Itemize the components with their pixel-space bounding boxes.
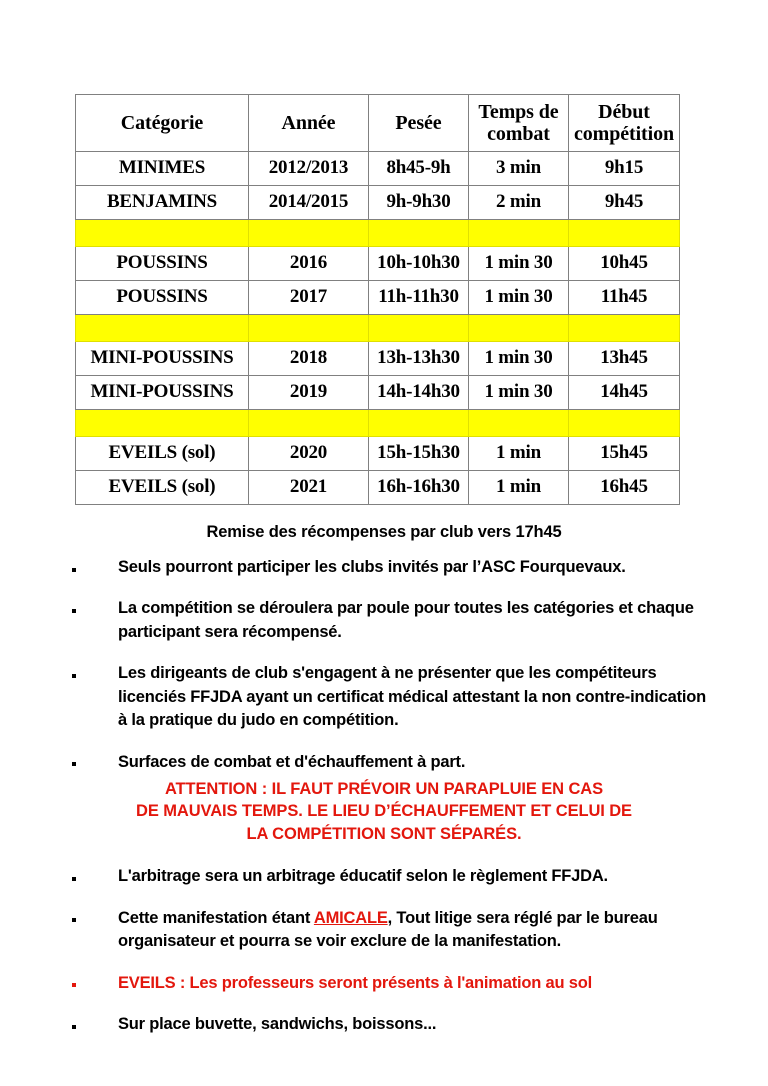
table-spacer-row — [76, 220, 680, 247]
bullet-dot-icon — [72, 1025, 76, 1029]
table-row — [76, 152, 680, 186]
column-header-debut-competition — [569, 95, 680, 152]
list-item — [0, 972, 768, 995]
competition-schedule-table — [75, 94, 680, 505]
column-header-annee: Année — [249, 95, 369, 152]
spacer-cell — [469, 220, 569, 247]
cell-categorie: EVEILS (sol) — [76, 471, 249, 505]
column-header-debut-line1: Début — [598, 100, 650, 123]
cell-temps-combat: 1 min 30 — [469, 342, 569, 376]
cell-temps-combat: 1 min — [469, 471, 569, 505]
attention-line-2: DE MAUVAIS TEMPS. LE LIEU D’ÉCHAUFFEMENT ET CELUI DE — [136, 802, 632, 821]
spacer-cell — [369, 220, 469, 247]
spacer-cell — [569, 315, 680, 342]
cell-annee: 2014/2015 — [249, 186, 369, 220]
notes-list — [0, 556, 768, 1054]
cell-annee: 2019 — [249, 376, 369, 410]
list-item — [0, 556, 768, 579]
cell-annee: 2018 — [249, 342, 369, 376]
list-item — [0, 865, 768, 888]
cell-annee: 2021 — [249, 471, 369, 505]
bullet-dot-icon — [72, 918, 76, 922]
note-text-2: La compétition se déroulera par poule pour toutes les catégories et chaque participant sera récompensé. — [118, 599, 694, 641]
cell-temps-combat: 2 min — [469, 186, 569, 220]
schedule-table-container — [75, 94, 679, 505]
note-text-6-prefix: Cette manifestation étant — [118, 908, 314, 927]
bullet-dot-icon — [72, 762, 76, 766]
table-row — [76, 471, 680, 505]
cell-temps-combat: 1 min 30 — [469, 376, 569, 410]
cell-categorie: MINI-POUSSINS — [76, 376, 249, 410]
note-text-8: Sur place buvette, sandwichs, boissons... — [118, 1014, 437, 1033]
spacer-cell — [369, 410, 469, 437]
spacer-cell — [76, 220, 249, 247]
note-text-3: Les dirigeants de club s'engagent à ne présenter que les compétiteurs licenciés FFJDA ayant un certificat médical attestant la non contre-indication à la pratique du judo en compétition. — [118, 664, 707, 730]
cell-temps-combat: 1 min — [469, 437, 569, 471]
spacer-cell — [469, 315, 569, 342]
cell-pesee: 14h-14h30 — [369, 376, 469, 410]
cell-temps-combat: 1 min 30 — [469, 247, 569, 281]
attention-warning-block — [0, 778, 768, 845]
cell-pesee: 15h-15h30 — [369, 437, 469, 471]
list-item — [0, 597, 768, 644]
bullet-dot-icon — [72, 877, 76, 881]
cell-categorie: MINIMES — [76, 152, 249, 186]
bullet-dot-icon — [72, 568, 76, 572]
cell-categorie: POUSSINS — [76, 281, 249, 315]
bullet-dot-icon — [72, 983, 76, 987]
column-header-temps-line1: Temps de — [478, 100, 559, 123]
table-spacer-row — [76, 315, 680, 342]
cell-temps-combat: 3 min — [469, 152, 569, 186]
list-item — [0, 1013, 768, 1036]
table-row — [76, 247, 680, 281]
cell-categorie: EVEILS (sol) — [76, 437, 249, 471]
list-item — [0, 662, 768, 732]
table-body — [76, 152, 680, 505]
attention-line-3: LA COMPÉTITION SONT SÉPARÉS. — [246, 824, 522, 843]
awards-heading: Remise des récompenses par club vers 17h45 — [206, 523, 562, 541]
note-text-1: Seuls pourront participer les clubs invités par l’ASC Fourquevaux. — [118, 558, 626, 576]
column-header-pesee: Pesée — [369, 95, 469, 152]
bullet-dot-icon — [72, 674, 76, 678]
spacer-cell — [249, 410, 369, 437]
cell-pesee: 16h-16h30 — [369, 471, 469, 505]
amicale-emphasis: AMICALE — [313, 908, 388, 927]
list-item — [0, 751, 768, 774]
spacer-cell — [469, 410, 569, 437]
cell-debut-competition: 13h45 — [569, 342, 680, 376]
attention-line-1: ATTENTION : IL FAUT PRÉVOIR UN PARAPLUIE EN CAS — [164, 779, 604, 798]
column-header-temps-de-combat — [469, 95, 569, 152]
spacer-cell — [76, 410, 249, 437]
cell-annee: 2016 — [249, 247, 369, 281]
list-item — [0, 907, 768, 954]
spacer-cell — [369, 315, 469, 342]
spacer-cell — [569, 410, 680, 437]
table-row — [76, 437, 680, 471]
cell-categorie: BENJAMINS — [76, 186, 249, 220]
cell-debut-competition: 15h45 — [569, 437, 680, 471]
spacer-cell — [569, 220, 680, 247]
spacer-cell — [249, 315, 369, 342]
spacer-cell — [76, 315, 249, 342]
cell-debut-competition: 16h45 — [569, 471, 680, 505]
table-header — [76, 95, 680, 152]
table-spacer-row — [76, 410, 680, 437]
table-header-row — [76, 95, 680, 152]
note-text-7: EVEILS : Les professeurs seront présents à l'animation au sol — [118, 973, 593, 992]
table-row — [76, 376, 680, 410]
column-header-temps-line2: combat — [487, 123, 550, 145]
cell-categorie: POUSSINS — [76, 247, 249, 281]
cell-pesee: 11h-11h30 — [369, 281, 469, 315]
cell-pesee: 13h-13h30 — [369, 342, 469, 376]
table-row — [76, 342, 680, 376]
cell-pesee: 10h-10h30 — [369, 247, 469, 281]
cell-pesee: 9h-9h30 — [369, 186, 469, 220]
column-header-debut-line2: compétition — [574, 123, 674, 145]
cell-debut-competition: 14h45 — [569, 376, 680, 410]
cell-annee: 2017 — [249, 281, 369, 315]
note-text-5: L'arbitrage sera un arbitrage éducatif selon le règlement FFJDA. — [118, 867, 608, 886]
table-row — [76, 186, 680, 220]
cell-debut-competition: 10h45 — [569, 247, 680, 281]
cell-debut-competition: 9h15 — [569, 152, 680, 186]
cell-annee: 2012/2013 — [249, 152, 369, 186]
cell-debut-competition: 11h45 — [569, 281, 680, 315]
table-row — [76, 281, 680, 315]
note-text-4: Surfaces de combat et d'échauffement à part. — [118, 752, 466, 771]
spacer-cell — [249, 220, 369, 247]
cell-annee: 2020 — [249, 437, 369, 471]
column-header-categorie: Catégorie — [76, 95, 249, 152]
cell-categorie: MINI-POUSSINS — [76, 342, 249, 376]
cell-temps-combat: 1 min 30 — [469, 281, 569, 315]
cell-pesee: 8h45-9h — [369, 152, 469, 186]
cell-debut-competition: 9h45 — [569, 186, 680, 220]
note-text-6-suffix: , Tout litige sera réglé par le bureau organisateur et pourra se voir exclure de la manifestation. — [118, 908, 658, 951]
bullet-dot-icon — [72, 609, 76, 613]
